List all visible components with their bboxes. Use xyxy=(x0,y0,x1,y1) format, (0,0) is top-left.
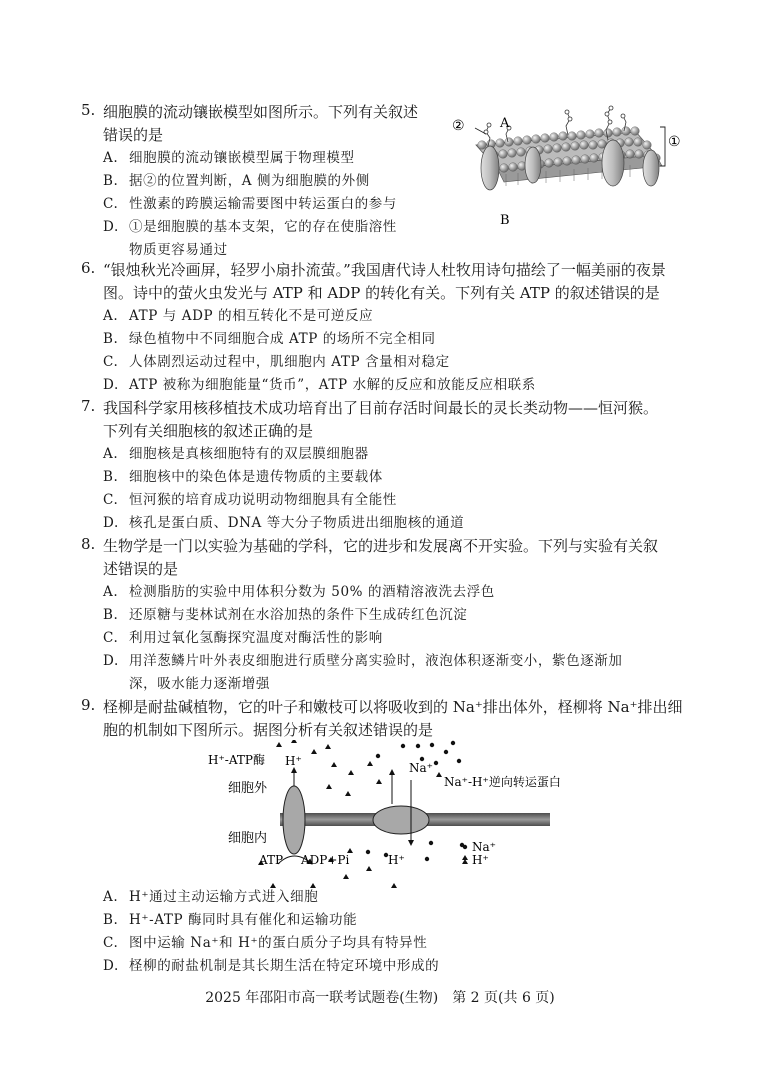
option-label: C. xyxy=(103,196,119,212)
legend-h-label: H⁺ xyxy=(472,853,489,867)
option-label: B. xyxy=(103,469,119,485)
q6-option-c xyxy=(103,351,450,374)
lipid-bilayer xyxy=(476,127,662,186)
q7-option-c xyxy=(103,489,397,512)
option-text: ①是细胞膜的基本支架，它的存在使脂溶性 xyxy=(129,219,397,235)
q5-option-d xyxy=(103,216,397,239)
q6-option-b xyxy=(103,328,436,351)
option-text: 还原糖与斐林试剂在水浴加热的条件下生成砖红色沉淀 xyxy=(129,607,468,623)
fig-label-b: B xyxy=(500,213,510,228)
option-label: B. xyxy=(103,173,119,189)
q7-option-d xyxy=(103,512,464,535)
q7-option-a xyxy=(103,443,369,466)
option-label: C. xyxy=(103,354,119,370)
q9-number: 9. xyxy=(81,696,96,714)
option-text: 细胞核是真核细胞特有的双层膜细胞器 xyxy=(129,446,369,462)
legend-na-dot xyxy=(463,845,467,849)
q7-option-b xyxy=(103,466,383,489)
option-text: 细胞核中的染色体是遗传物质的主要载体 xyxy=(129,469,383,485)
option-label: B. xyxy=(103,607,119,623)
q8-option-c xyxy=(103,627,383,650)
option-text: H⁺-ATP 酶同时具有催化和运输功能 xyxy=(129,912,358,928)
option-label: A. xyxy=(103,308,119,324)
fig-label-1: ① xyxy=(668,134,681,150)
q6-stem-line2: 图。诗中的萤火虫发光与 ATP 和 ADP 的转化有关。下列有关 ATP 的叙述错误的是 xyxy=(103,284,660,302)
q9-option-c xyxy=(103,932,427,955)
fig-label-a: A xyxy=(500,116,510,131)
q8-stem-line1: 生物学是一门以实验为基础的学科，它的进步和发展离不开实验。下列与实验有关叙 xyxy=(103,537,659,555)
option-text: 用洋葱鳞片叶外表皮细胞进行质壁分离实验时，液泡体积逐渐变小，紫色逐渐加 xyxy=(129,653,623,669)
q8-option-d xyxy=(103,650,623,673)
label-na-top: Na⁺ xyxy=(409,761,433,775)
option-label: C. xyxy=(103,492,119,508)
label-extracellular: 细胞外 xyxy=(228,781,268,796)
option-label: D. xyxy=(103,958,119,974)
option-text: H⁺通过主动运输方式进入细胞 xyxy=(129,889,319,905)
q8-stem-line2: 述错误的是 xyxy=(103,560,179,578)
option-label: D. xyxy=(103,377,119,393)
q8-option-b xyxy=(103,604,467,627)
option-text: ATP 与 ADP 的相互转化不是可逆反应 xyxy=(129,308,374,324)
fig-label-2: ② xyxy=(452,118,465,134)
q5-option-a xyxy=(103,147,355,170)
option-text: 柽柳的耐盐机制是其长期生活在特定环境中形成的 xyxy=(129,958,440,974)
label-intracellular: 细胞内 xyxy=(228,831,268,846)
q6-option-a xyxy=(103,305,373,328)
q9-option-d xyxy=(103,955,439,978)
q7-stem-line2: 下列有关细胞核的叙述正确的是 xyxy=(103,422,314,440)
q5-option-b xyxy=(103,170,370,193)
option-text: 核孔是蛋白质、DNA 等大分子物质进出细胞核的通道 xyxy=(129,515,465,531)
na-h-transport-figure xyxy=(200,740,590,890)
q7-stem-line1: 我国科学家用核移植技术成功培育出了目前存活时间最长的灵长类动物——恒河猴。 xyxy=(103,399,659,417)
q9-stem-line2: 胞的机制如下图所示。据图分析有关叙述错误的是 xyxy=(103,721,434,739)
option-label: B. xyxy=(103,331,119,347)
q6-number: 6. xyxy=(81,259,96,277)
option-text: 恒河猴的培育成功说明动物细胞具有全能性 xyxy=(129,492,397,508)
legend-na-label: Na⁺ xyxy=(472,840,496,854)
option-label: D. xyxy=(103,515,119,531)
q8-option-d-cont: 深，吸水能力逐渐增强 xyxy=(129,676,270,692)
q9-option-b xyxy=(103,909,357,932)
page-footer: 2025 年邵阳市高一联考试题卷(生物) 第 2 页(共 6 页) xyxy=(205,990,555,1006)
h-atpase-protein xyxy=(283,786,305,854)
option-label: B. xyxy=(103,912,119,928)
na-h-antiporter-protein xyxy=(373,806,429,834)
option-label: C. xyxy=(103,935,119,951)
option-label: A. xyxy=(103,446,119,462)
option-text: 绿色植物中不同细胞合成 ATP 的场所不完全相同 xyxy=(129,331,436,347)
q9-option-a xyxy=(103,886,318,909)
option-text: ATP 被称为细胞能量“货币”，ATP 水解的反应和放能反应相联系 xyxy=(129,377,536,393)
label-h-top: H⁺ xyxy=(285,754,302,768)
q5-option-c xyxy=(103,193,397,216)
option-text: 性激素的跨膜运输需要图中转运蛋白的参与 xyxy=(129,196,397,212)
label-adp-pi: ADP+Pi xyxy=(301,853,350,867)
q5-option-d-cont: 物质更容易通过 xyxy=(129,242,228,258)
na-ion-dots xyxy=(366,741,464,861)
option-label: D. xyxy=(103,653,119,669)
bracket-1 xyxy=(660,127,665,166)
q6-stem-line1: “银烛秋光冷画屏，轻罗小扇扑流萤。”我国唐代诗人杜牧用诗句描绘了一幅美丽的夜景 xyxy=(103,261,666,279)
label-h-atpase: H⁺-ATP酶 xyxy=(208,753,265,767)
option-label: A. xyxy=(103,584,119,600)
option-text: 据②的位置判断，A 侧为细胞膜的外侧 xyxy=(129,173,370,189)
q5-number: 5. xyxy=(81,101,96,119)
q7-number: 7. xyxy=(81,397,96,415)
label-h-bottom: H⁺ xyxy=(388,853,405,867)
option-text: 利用过氧化氢酶探究温度对酶活性的影响 xyxy=(129,630,383,646)
option-label: D. xyxy=(103,219,119,235)
option-text: 细胞膜的流动镶嵌模型属于物理模型 xyxy=(129,150,355,166)
option-text: 图中运输 Na⁺和 H⁺的蛋白质分子均具有特异性 xyxy=(129,935,428,951)
label-atp: ATP xyxy=(259,853,284,867)
membrane-figure xyxy=(448,100,693,230)
option-label: A. xyxy=(103,150,119,166)
q9-stem-line1: 柽柳是耐盐碱植物，它的叶子和嫩枝可以将吸收到的 Na⁺排出体外，柽柳将 Na⁺排出细 xyxy=(103,698,683,716)
q5-stem-line1: 细胞膜的流动镶嵌模型如图所示。下列有关叙述 xyxy=(103,103,419,121)
q8-number: 8. xyxy=(81,535,96,553)
label-antiporter: Na⁺-H⁺逆向转运蛋白 xyxy=(444,775,561,789)
option-label: C. xyxy=(103,630,119,646)
option-text: 人体剧烈运动过程中，肌细胞内 ATP 含量相对稳定 xyxy=(129,354,450,370)
option-text: 检测脂肪的实验中用体积分数为 50% 的酒精溶液洗去浮色 xyxy=(129,584,495,600)
option-label: A. xyxy=(103,889,119,905)
q6-option-d xyxy=(103,374,536,397)
q8-option-a xyxy=(103,581,495,604)
q5-stem-line2: 错误的是 xyxy=(103,126,164,144)
